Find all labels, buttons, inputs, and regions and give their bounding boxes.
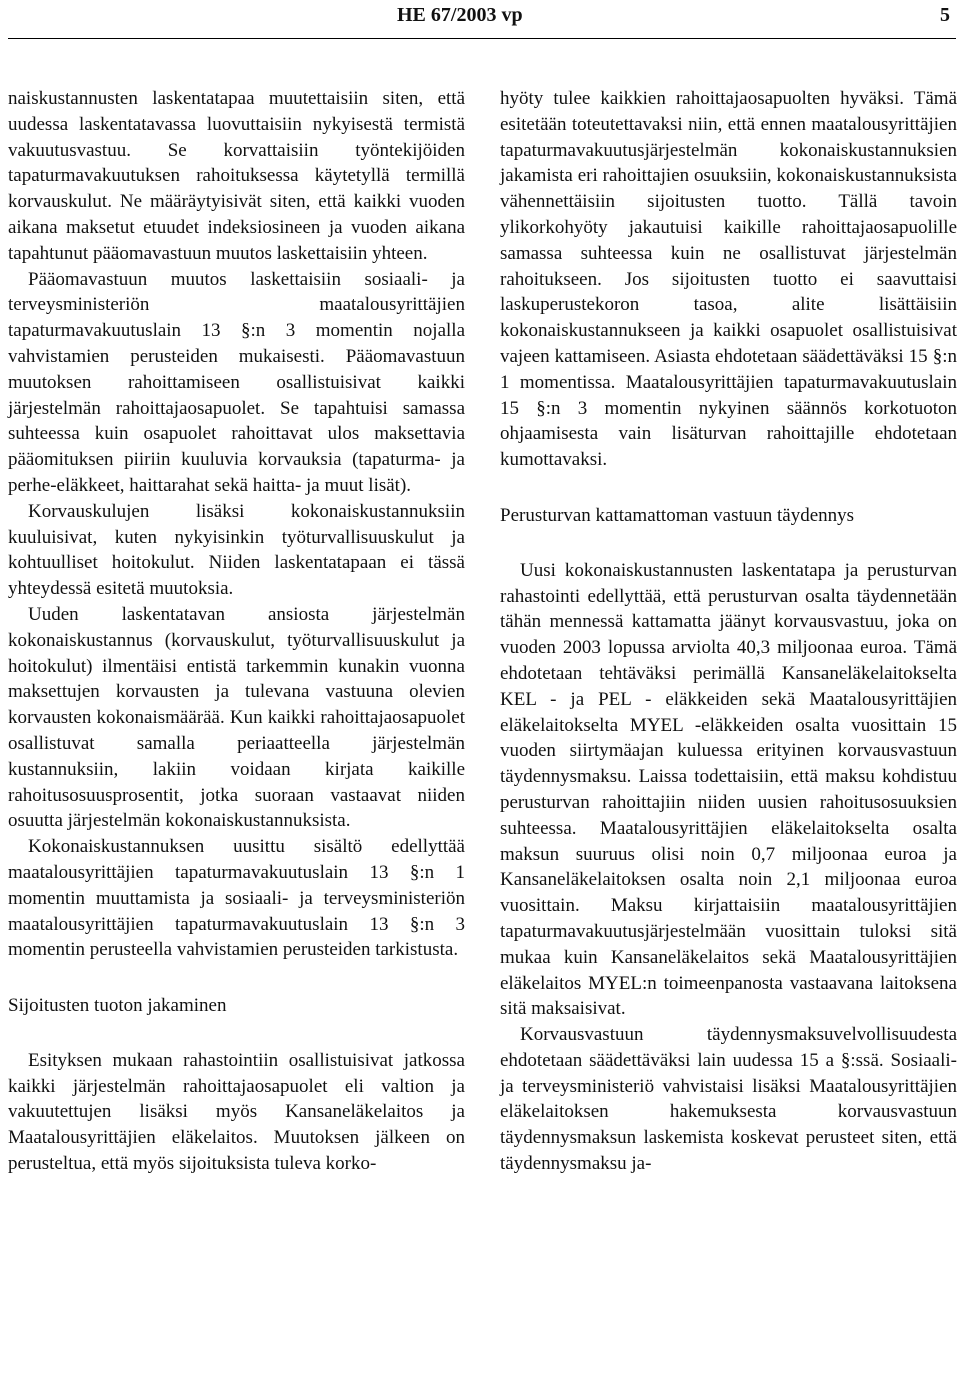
- section-heading: Sijoitusten tuoton jakaminen: [8, 995, 227, 1017]
- paragraph: Kokonaiskustannuksen uusittu sisältö edellyttää maatalousyrittäjien tapaturmavakuutuslain 13 §:n 1 momentin muuttamista ja sosiaali- ja terveysministeriön maatalousyrittäjien tapaturmavakuutuslain 13 §:n 3 momentin perusteella vahvistamien perusteiden tarkistusta.: [8, 836, 465, 961]
- paragraph: Pääomavastuun muutos laskettaisiin sosiaali- ja terveysministeriön maatalousyrittäjien tapaturmavakuutuslain 13 §:n 3 momentin nojalla vahvistamien perusteiden mukaisesti. Pääomavastuun muutoksen rahoittamiseen osallistuisivat kaikki järjestelmän rahoittajaosapuolet. Se tapahtuisi samassa suhteessa kuin osapuolet rahoittavat ulos maksettavia pääomituksen piiriin kuuluvia korvauksia (tapaturma- ja perhe-eläkkeet, haittarahat sekä haitta- ja muut lisät).: [8, 268, 465, 496]
- paragraph: Esityksen mukaan rahastointiin osallistuisivat jatkossa kaikki järjestelmän rahoittajaosapuolet eli valtion ja vakuutettujen lisäksi myös Kansaneläkelaitos ja Maatalousyrittäjien eläkelaitos. Muutoksen jälkeen on perusteltua, että myös sijoituksista tuleva korko-: [8, 1049, 465, 1175]
- paragraph: Korvausvastuun täydennysmaksuvelvollisuudesta ehdotetaan säädettäväksi lain uudessa 15 a §:ssä. Sosiaali- ja terveysministeriö vahvistaisi lisäksi Maatalousyrittäjien eläkelaitoksen hakemuksesta korvausvastuun täydennysmaksun laskemista koskevat perusteet siten, että täydennysmaksu ja-: [500, 1024, 957, 1175]
- paragraph: Uuden laskentatavan ansiosta järjestelmän kokonaiskustannus (korvauskulut, työturvallisuuskulut ja hoitokulut) ilmentäisi entistä tarkemmin kunakin vuonna maksettujen korvausten ja tulevana vastuuna olevien korvausten kokonaismäärää. Kun kaikki rahoittajaosapuolet osallistuvat samalla periaatteella järjestelmän kustannuksiin, lakiin voidaan kirjata kaikille rahoitusosuusprosentit, jotka suoraan vastaavat niiden osuutta järjestelmän kokonaiskustannuksista.: [8, 603, 465, 832]
- page-header: [0, 4, 960, 32]
- section-heading: Perusturvan kattamattoman vastuun täydennys: [500, 504, 855, 526]
- document-id: HE 67/2003 vp: [397, 4, 523, 26]
- left-column: [8, 86, 465, 1177]
- header-divider: [8, 38, 956, 39]
- paragraph: Uusi kokonaiskustannusten laskentatapa ja perusturvan rahastointi edellyttää, että perusturvan osalta täydennetään tähän mennessä kattamatta jäänyt korvausvastuu, joka on vuoden 2003 lopussa arviolta 40,3 miljoonaa euroa. Tämä ehdotetaan tehtäväksi perimällä Kansaneläkelaitokselta KEL - ja PEL - eläkkeiden sekä Maatalousyrittäjien eläkelaitokselta MYEL -eläkkeiden osalta vuosittain 15 vuoden siirtymäajan kuluessa erityinen korvausvastuun täydennysmaksu. Laissa todettaisiin, että maksu kohdistuu perusturvan rahoittajiin niiden uusien rahoitusosuuksien suhteessa. Maatalousyrittäjien eläkelaitokselta osalta maksun suuruus olisi noin 0,7 miljoonaa euroa ja Kansaneläkelaitoksen osalta noin 2,1 miljoonaa euroa vuosittain. Maksu kirjattaisiin maatalousyrittäjien tapaturmavakuutusjärjestelmään vuosittain tuloksi sitä mukaa kuin Kansaneläkelaitos sekä Maatalousyrittäjien eläkelaitos MYEL:n toimeenpanosta vastaavana laitoksena sitä maksaisivat.: [500, 559, 957, 1020]
- paragraph: Korvauskulujen lisäksi kokonaiskustannuksiin kuuluisivat, kuten nykyisinkin työturvallisuuskulut ja kohtuulliset hoitokulut. Niiden laskentatapaan ei tässä yhteydessä esitetä muutoksia.: [8, 500, 465, 600]
- right-column: [500, 86, 957, 1177]
- paragraph: naiskustannusten laskentatapaa muutettaisiin siten, että uudessa laskentatavassa luovuttaisiin nykyisestä termistä vakuutusvastuu. Se korvattaisiin työntekijöiden tapaturmavakuutuksen rahoituksessa käytetyllä termillä korvauskulut. Ne määräytyisivät siten, että kaikki vuoden aikana maksetut etuudet indeksiosineen ja vuoden aikana tapahtunut pääomavastuun muutos laskettaisiin yhteen.: [8, 88, 465, 264]
- paragraph: hyöty tulee kaikkien rahoittajaosapuolten hyväksi. Tämä esitetään toteutettavaksi niin, että ennen maatalousyrittäjien tapaturmavakuutusjärjestelmän kokonaiskustannuksien jakamista eri rahoittajien osuuksiin, kokonaiskustannuksista vähennettäisiin sijoitusten tuotto. Tällä tavoin ylikorkohyöty jakautuisi kaikille rahoittajaosapuolille samassa suhteessa kuin ne osallistuvat järjestelmän rahoitukseen. Jos sijoitusten tuotto ei saavuttaisi laskuperustekoron tasoa, alite lisättäisiin kokonaiskustannukseen ja kaikki osapuolet osallistuisivat vajeen kattamiseen. Asiasta ehdotetaan säädettäväksi 15 §:n 1 momentissa. Maatalousyrittäjien tapaturmavakuutuslain 15 §:n 3 momentin nykyinen säännös korkotuoton ohjaamisesta vain lisäturvan rahoittajille ehdotetaan kumottavaksi.: [500, 88, 957, 471]
- page-number: 5: [940, 4, 950, 26]
